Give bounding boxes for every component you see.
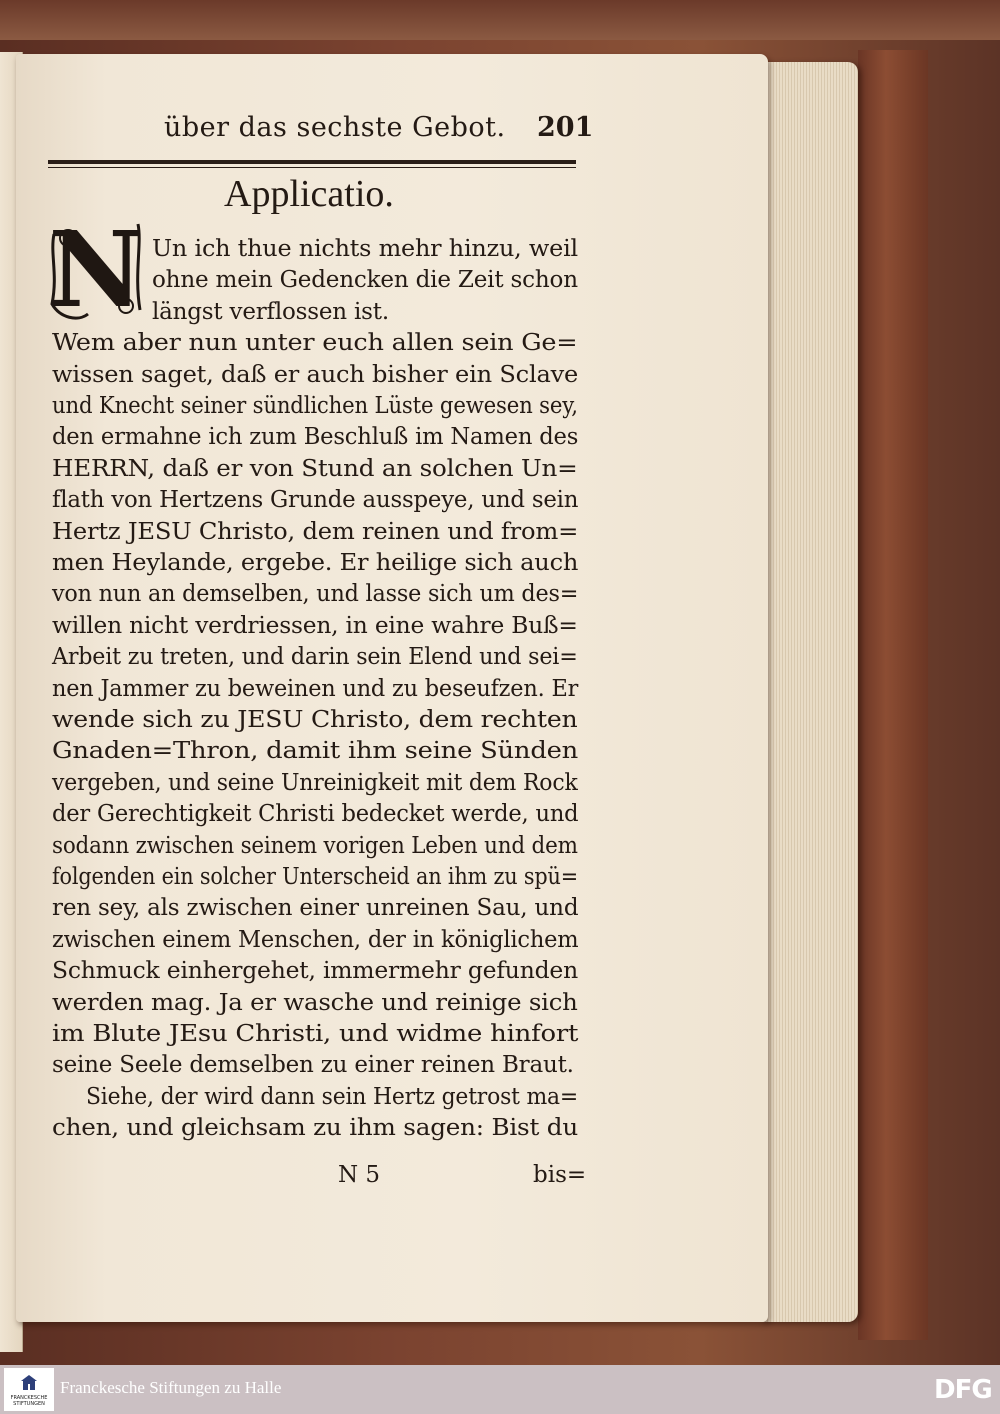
catchword: bis=: [533, 1162, 587, 1188]
text-line: den ermahne ich zum Beschluß im Namen des: [52, 424, 579, 451]
text-line: und Knecht seiner sündlichen Lüste gewesen sey,: [52, 393, 578, 419]
text-line: Hertz JESU Christo, dem reinen und from=: [52, 518, 579, 545]
logo-text: FRANCKESCHE STIFTUNGEN: [10, 1395, 48, 1407]
text-line: seine Seele demselben zu einer reinen Braut.: [52, 1052, 574, 1079]
text-line: sodann zwischen seinem vorigen Leben und dem: [52, 832, 578, 859]
text-line: wende sich zu JESU Christo, dem rechten: [52, 707, 578, 733]
text-line: ren sey, als zwischen einer unreinen Sau, und: [52, 895, 579, 922]
institution-name[interactable]: Franckesche Stiftungen zu Halle: [60, 1378, 282, 1397]
text-line: längst verflossen ist.: [152, 298, 389, 325]
dfg-logo[interactable]: DFG: [934, 1375, 992, 1405]
text-line: HERRN, daß er von Stund an solchen Un=: [52, 455, 578, 482]
header-rule-thin: [48, 167, 576, 168]
page-block-edge: [762, 62, 858, 1322]
running-head: über das sechste Gebot.: [164, 112, 506, 143]
text-line: Un ich thue nichts mehr hinzu, weil: [152, 236, 578, 262]
text-line: folgenden ein solcher Unterscheid an ihm zu spü=: [52, 864, 578, 890]
text-line: Siehe, der wird dann sein Hertz getrost ma=: [86, 1083, 579, 1110]
text-line: vergeben, und seine Unreinigkeit mit dem Rock: [52, 769, 578, 796]
text-line: werden mag. Ja er wasche und reinige sich: [52, 989, 578, 1016]
text-line: der Gerechtigkeit Christi bedecket werde, und: [52, 801, 579, 828]
footer-bar: [0, 1365, 1000, 1414]
text-line: im Blute JEsu Christi, und widme hinfort: [52, 1021, 579, 1047]
text-line: von nun an demselben, und lasse sich um des=: [52, 581, 579, 608]
cover-edge: [0, 0, 1000, 40]
text-line: zwischen einem Menschen, der in königlichem: [52, 926, 579, 953]
franckesche-logo[interactable]: [4, 1368, 54, 1411]
text-line: flath von Hertzens Grunde ausspeye, und sein: [52, 487, 579, 514]
text-line: ohne mein Gedencken die Zeit schon: [152, 267, 578, 294]
text-line: men Heylande, ergebe. Er heilige sich auch: [52, 550, 579, 576]
text-line: Schmuck einhergehet, immermehr gefunden: [52, 958, 578, 985]
page-number: 201: [537, 112, 594, 143]
book-cover-right: [858, 50, 928, 1340]
text-line: willen nicht verdriessen, in eine wahre Buß=: [52, 612, 578, 639]
section-heading: Applicatio.: [224, 173, 394, 215]
text-line: Gnaden=Thron, damit ihm seine Sünden: [52, 738, 579, 765]
text-line: nen Jammer zu beweinen und zu beseufzen. Er: [52, 675, 579, 702]
building-icon: [20, 1374, 38, 1392]
header-rule: [48, 160, 576, 164]
text-line: Wem aber nun unter euch allen sein Ge=: [52, 330, 578, 357]
text-line: chen, und gleichsam zu ihm sagen: Bist du: [52, 1115, 578, 1142]
initial-letter: N: [48, 208, 144, 331]
text-line: wissen saget, daß er auch bisher ein Sclave: [52, 361, 579, 388]
signature-mark: N 5: [338, 1162, 381, 1188]
text-line: Arbeit zu treten, und darin sein Elend und sei=: [52, 644, 578, 671]
